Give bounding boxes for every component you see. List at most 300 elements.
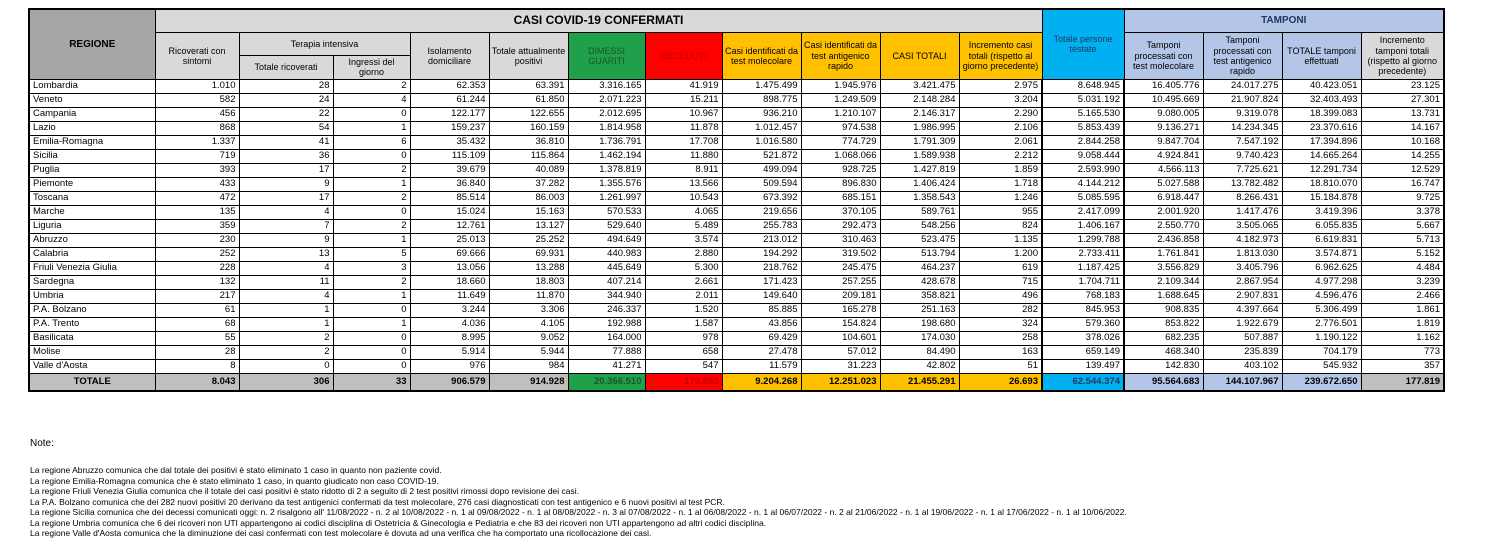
value-cell: 16.405.776 (1124, 79, 1203, 93)
value-cell: 976 (410, 359, 489, 373)
value-cell: 9.740.423 (1203, 149, 1282, 163)
value-cell: 35.432 (410, 135, 489, 149)
value-cell: 1.406.424 (880, 177, 959, 191)
value-cell: 17 (239, 163, 333, 177)
region-name-cell: Marche (29, 205, 155, 219)
value-cell: 0 (333, 149, 410, 163)
value-cell: 11.579 (722, 359, 801, 373)
value-cell: 2 (333, 191, 410, 205)
value-cell: 1.922.679 (1203, 317, 1282, 331)
value-cell: 5.300 (645, 261, 722, 275)
table-row (29, 331, 1444, 345)
column-group-terapia-intensiva: Terapia intensiva (239, 33, 410, 56)
value-cell: 433 (155, 177, 239, 191)
value-cell: 403.102 (1203, 359, 1282, 373)
value-cell: 61 (155, 303, 239, 317)
value-cell: 358.821 (880, 289, 959, 303)
value-cell: 69.429 (722, 331, 801, 345)
value-cell: 8.911 (645, 163, 722, 177)
value-cell: 3.505.065 (1203, 219, 1282, 233)
value-cell: 0 (333, 331, 410, 345)
value-cell: 77.888 (568, 345, 645, 359)
value-cell: 230 (155, 233, 239, 247)
value-cell: 344.940 (568, 289, 645, 303)
value-cell: 198.680 (880, 317, 959, 331)
value-cell: 4 (239, 205, 333, 219)
value-cell: 1.246 (959, 191, 1042, 205)
value-cell: 25.013 (410, 233, 489, 247)
value-cell: 908.835 (1124, 303, 1203, 317)
value-cell: 685.151 (801, 191, 880, 205)
value-cell: 3.574 (645, 233, 722, 247)
total-value-cell: 12.251.023 (801, 373, 880, 391)
value-cell: 1 (333, 233, 410, 247)
value-cell: 192.988 (568, 317, 645, 331)
table-footer (29, 373, 1444, 391)
notes-lines (30, 465, 1490, 539)
value-cell: 2 (333, 275, 410, 289)
value-cell: 15.024 (410, 205, 489, 219)
value-cell: 936.210 (722, 107, 801, 121)
value-cell: 3.239 (1361, 275, 1444, 289)
value-cell: 704.179 (1282, 345, 1361, 359)
value-cell: 6.918.447 (1124, 191, 1203, 205)
value-cell: 3.204 (959, 93, 1042, 107)
value-cell: 163 (959, 345, 1042, 359)
value-cell: 2.844.258 (1042, 135, 1124, 149)
value-cell: 1.704.711 (1042, 275, 1124, 289)
value-cell: 15.184.878 (1282, 191, 1361, 205)
value-cell: 9.136.271 (1124, 121, 1203, 135)
value-cell: 974.538 (801, 121, 880, 135)
value-cell: 14.167 (1361, 121, 1444, 135)
value-cell: 357 (1361, 359, 1444, 373)
value-cell: 507.887 (1203, 331, 1282, 345)
value-cell: 251.163 (880, 303, 959, 317)
value-cell: 928.725 (801, 163, 880, 177)
region-name-cell: Valle d'Aosta (29, 359, 155, 373)
value-cell: 24 (239, 93, 333, 107)
value-cell: 9.080.005 (1124, 107, 1203, 121)
value-cell: 2.436.858 (1124, 233, 1203, 247)
value-cell: 4.484 (1361, 261, 1444, 275)
value-cell: 472 (155, 191, 239, 205)
value-cell: 9.725 (1361, 191, 1444, 205)
value-cell: 40.423.051 (1282, 79, 1361, 93)
value-cell: 1.814.958 (568, 121, 645, 135)
region-name-cell: Sardegna (29, 275, 155, 289)
region-name-cell: Liguria (29, 219, 155, 233)
value-cell: 84.490 (880, 345, 959, 359)
column-header-deceduti: DECEDUTI (645, 33, 722, 80)
value-cell: 2.880 (645, 247, 722, 261)
column-header-ti-totale: Totale ricoverati (239, 56, 333, 80)
value-cell: 16.747 (1361, 177, 1444, 191)
value-cell: 21.907.824 (1203, 93, 1282, 107)
value-cell: 845.953 (1042, 303, 1124, 317)
column-header-incremento-casi: Incremento casi totali (rispetto al giorno precedente) (959, 33, 1042, 80)
value-cell: 255.783 (722, 219, 801, 233)
value-cell: 5.152 (1361, 247, 1444, 261)
value-cell: 69.666 (410, 247, 489, 261)
value-cell: 2.593.990 (1042, 163, 1124, 177)
value-cell: 17.394.896 (1282, 135, 1361, 149)
value-cell: 32.403.493 (1282, 93, 1361, 107)
value-cell: 521.872 (722, 149, 801, 163)
table-row (29, 261, 1444, 275)
value-cell: 1.986.995 (880, 121, 959, 135)
value-cell: 2.061 (959, 135, 1042, 149)
value-cell: 15.211 (645, 93, 722, 107)
value-cell: 61.850 (489, 93, 568, 107)
value-cell: 28 (239, 79, 333, 93)
value-cell: 31.223 (801, 359, 880, 373)
table-row (29, 247, 1444, 261)
value-cell: 194.292 (722, 247, 801, 261)
value-cell: 245.475 (801, 261, 880, 275)
region-name-cell: Calabria (29, 247, 155, 261)
value-cell: 1.859 (959, 163, 1042, 177)
value-cell: 2.907.831 (1203, 289, 1282, 303)
value-cell: 1.688.645 (1124, 289, 1203, 303)
total-value-cell: 21.455.291 (880, 373, 959, 391)
value-cell: 2.212 (959, 149, 1042, 163)
value-cell: 14.255 (1361, 149, 1444, 163)
note-line: La regione Emilia-Romagna comunica che è stato eliminato 1 caso, in quanto giudicato non caso COVID-19. (30, 475, 439, 486)
value-cell: 2.417.099 (1042, 205, 1124, 219)
value-cell: 69.931 (489, 247, 568, 261)
value-cell: 85.514 (410, 191, 489, 205)
total-value-cell: 306 (239, 373, 333, 391)
value-cell: 1.861 (1361, 303, 1444, 317)
total-value-cell: 239.672.650 (1282, 373, 1361, 391)
note-line: La regione Umbria comunica che 6 dei ricoveri non UTI appartengono ai codici disciplina di Ostetricia & Ginecologia e Pediatria e che 83 dei ricoveri non UTI appartengono ad altri codici disciplina. (30, 517, 767, 528)
table-row (29, 135, 1444, 149)
value-cell: 456 (155, 107, 239, 121)
table-row (29, 205, 1444, 219)
value-cell: 17 (239, 191, 333, 205)
value-cell: 2.466 (1361, 289, 1444, 303)
value-cell: 4 (333, 93, 410, 107)
value-cell: 2.661 (645, 275, 722, 289)
value-cell: 6.962.625 (1282, 261, 1361, 275)
total-value-cell: 95.564.683 (1124, 373, 1203, 391)
value-cell: 1.462.194 (568, 149, 645, 163)
table-row (29, 359, 1444, 373)
value-cell: 7.725.621 (1203, 163, 1282, 177)
table-row (29, 219, 1444, 233)
value-cell: 1.718 (959, 177, 1042, 191)
value-cell: 154.824 (801, 317, 880, 331)
value-cell: 6.055.835 (1282, 219, 1361, 233)
value-cell: 2 (239, 331, 333, 345)
value-cell: 1.200 (959, 247, 1042, 261)
total-value-cell: 173.853 (645, 373, 722, 391)
value-cell: 85.885 (722, 303, 801, 317)
value-cell: 164.000 (568, 331, 645, 345)
total-value-cell: 914.928 (489, 373, 568, 391)
region-name-cell: P.A. Trento (29, 317, 155, 331)
value-cell: 3.574.871 (1282, 247, 1361, 261)
value-cell: 165.278 (801, 303, 880, 317)
value-cell: 1.520 (645, 303, 722, 317)
value-cell: 5.085.595 (1042, 191, 1124, 205)
value-cell: 955 (959, 205, 1042, 219)
value-cell: 547 (645, 359, 722, 373)
value-cell: 2.975 (959, 79, 1042, 93)
value-cell: 9.058.444 (1042, 149, 1124, 163)
value-cell: 292.473 (801, 219, 880, 233)
value-cell: 4.065 (645, 205, 722, 219)
value-cell: 41.919 (645, 79, 722, 93)
region-name-cell: Lombardia (29, 79, 155, 93)
value-cell: 41 (239, 135, 333, 149)
value-cell: 43.856 (722, 317, 801, 331)
column-header-ti-ingressi: Ingressi del giorno (333, 56, 410, 80)
value-cell: 7.547.192 (1203, 135, 1282, 149)
value-cell: 548.256 (880, 219, 959, 233)
value-cell: 13.288 (489, 261, 568, 275)
value-cell: 659.149 (1042, 345, 1124, 359)
value-cell: 27.478 (722, 345, 801, 359)
note-line: La regione Friuli Venezia Giulia comunica che il totale dei casi positivi è stato ridotto di 2 a seguito di 2 test positivi rimossi dopo revisione dei casi. (30, 486, 580, 496)
value-cell: 2.071.223 (568, 93, 645, 107)
value-cell: 139.497 (1042, 359, 1124, 373)
value-cell: 12.529 (1361, 163, 1444, 177)
value-cell: 18.803 (489, 275, 568, 289)
notes-section (30, 438, 1490, 539)
value-cell: 258 (959, 331, 1042, 345)
value-cell: 4.182.973 (1203, 233, 1282, 247)
column-header-casi-totali: CASI TOTALI (880, 33, 959, 80)
value-cell: 36.840 (410, 177, 489, 191)
value-cell: 7 (239, 219, 333, 233)
value-cell: 5.713 (1361, 233, 1444, 247)
value-cell: 9.319.078 (1203, 107, 1282, 121)
table-body (29, 79, 1444, 373)
value-cell: 673.392 (722, 191, 801, 205)
value-cell: 1.417.476 (1203, 205, 1282, 219)
value-cell: 14.665.264 (1282, 149, 1361, 163)
value-cell: 5.667 (1361, 219, 1444, 233)
value-cell: 57.012 (801, 345, 880, 359)
value-cell: 135 (155, 205, 239, 219)
value-cell: 0 (333, 107, 410, 121)
column-header-tamponi-totale: TOTALE tamponi effettuati (1282, 33, 1361, 80)
value-cell: 5 (333, 247, 410, 261)
value-cell: 1.355.576 (568, 177, 645, 191)
value-cell: 824 (959, 219, 1042, 233)
value-cell: 768.183 (1042, 289, 1124, 303)
value-cell: 1.016.580 (722, 135, 801, 149)
column-header-isolamento: Isolamento domiciliare (410, 33, 489, 80)
value-cell: 11 (239, 275, 333, 289)
column-header-persone-testate: Totale persone testate (1042, 9, 1124, 79)
value-cell: 719 (155, 149, 239, 163)
value-cell: 853.822 (1124, 317, 1203, 331)
table-row (29, 275, 1444, 289)
value-cell: 252 (155, 247, 239, 261)
value-cell: 9.052 (489, 331, 568, 345)
value-cell: 9 (239, 233, 333, 247)
value-cell: 1.261.997 (568, 191, 645, 205)
value-cell: 132 (155, 275, 239, 289)
value-cell: 11.880 (645, 149, 722, 163)
value-cell: 4.596.476 (1282, 289, 1361, 303)
value-cell: 160.159 (489, 121, 568, 135)
value-cell: 1.406.167 (1042, 219, 1124, 233)
value-cell: 68 (155, 317, 239, 331)
value-cell: 0 (333, 205, 410, 219)
value-cell: 17.708 (645, 135, 722, 149)
value-cell: 10.495.669 (1124, 93, 1203, 107)
value-cell: 5.853.439 (1042, 121, 1124, 135)
value-cell: 682.235 (1124, 331, 1203, 345)
banner-tamponi: TAMPONI (1124, 9, 1444, 33)
value-cell: 5.944 (489, 345, 568, 359)
column-header-tamponi-molecolare: Tamponi processati con test molecolare (1124, 33, 1203, 80)
value-cell: 62.353 (410, 79, 489, 93)
value-cell: 23.370.616 (1282, 121, 1361, 135)
value-cell: 4.036 (410, 317, 489, 331)
covid-data-table (28, 8, 1445, 392)
value-cell: 4.977.298 (1282, 275, 1361, 289)
value-cell: 14.234.345 (1203, 121, 1282, 135)
value-cell: 8.648.945 (1042, 79, 1124, 93)
value-cell: 1.761.841 (1124, 247, 1203, 261)
value-cell: 440.983 (568, 247, 645, 261)
value-cell: 1.190.122 (1282, 331, 1361, 345)
value-cell: 619 (959, 261, 1042, 275)
value-cell: 3.405.796 (1203, 261, 1282, 275)
value-cell: 142.830 (1124, 359, 1203, 373)
value-cell: 5.027.588 (1124, 177, 1203, 191)
value-cell: 393 (155, 163, 239, 177)
region-name-cell: P.A. Bolzano (29, 303, 155, 317)
notes-heading: Note: (30, 438, 54, 449)
value-cell: 310.463 (801, 233, 880, 247)
value-cell: 2.109.344 (1124, 275, 1203, 289)
note-line: La regione Abruzzo comunica che dal totale dei positivi è stato eliminato 1 caso in quanto non paziente covid. (30, 465, 442, 475)
column-header-casi-molecolare: Casi identificati da test molecolare (722, 33, 801, 80)
value-cell: 13.782.482 (1203, 177, 1282, 191)
value-cell: 513.794 (880, 247, 959, 261)
region-name-cell: Lazio (29, 121, 155, 135)
value-cell: 12.291.734 (1282, 163, 1361, 177)
value-cell: 174.030 (880, 331, 959, 345)
total-value-cell: 144.107.967 (1203, 373, 1282, 391)
value-cell: 378.026 (1042, 331, 1124, 345)
value-cell: 219.656 (722, 205, 801, 219)
value-cell: 2.011 (645, 289, 722, 303)
value-cell: 25.252 (489, 233, 568, 247)
value-cell: 319.502 (801, 247, 880, 261)
value-cell: 898.775 (722, 93, 801, 107)
table-row (29, 177, 1444, 191)
table-row (29, 93, 1444, 107)
region-name-cell: Umbria (29, 289, 155, 303)
region-name-cell: Molise (29, 345, 155, 359)
value-cell: 2 (333, 79, 410, 93)
value-cell: 1 (333, 177, 410, 191)
value-cell: 4.105 (489, 317, 568, 331)
value-cell: 104.601 (801, 331, 880, 345)
value-cell: 1.819 (1361, 317, 1444, 331)
value-cell: 217 (155, 289, 239, 303)
value-cell: 13.566 (645, 177, 722, 191)
value-cell: 159.237 (410, 121, 489, 135)
value-cell: 37.282 (489, 177, 568, 191)
total-value-cell: 26.693 (959, 373, 1042, 391)
region-name-cell: Sicilia (29, 149, 155, 163)
column-header-tamponi-antigenico: Tamponi processati con test antigenico rapido (1203, 33, 1282, 80)
value-cell: 5.031.192 (1042, 93, 1124, 107)
value-cell: 3.556.829 (1124, 261, 1203, 275)
value-cell: 8.995 (410, 331, 489, 345)
note-line: La regione Sicilia comunica che dei decessi comunicati oggi: n. 2 risalgono all' 11/08/2022 - n. 2 al 10/08/2022 - n. 1 al 09/08/2022 - n. 1 al 08/08/2022 - n. 3 al 07/08/2022 - n. 1 al 06/08/2022 - n. 1 al 06/07/2022 - n. 2 al 21/06/2022 - n. 1 al 19/06/2022 - n. 1 al 17/06/2022 - n. 1 al 10/06/2022. (30, 507, 1127, 517)
region-name-cell: Emilia-Romagna (29, 135, 155, 149)
column-header-positivi: Totale attualmente positivi (489, 33, 568, 80)
total-value-cell: 62.544.374 (1042, 373, 1124, 391)
value-cell: 11.878 (645, 121, 722, 135)
table-row (29, 163, 1444, 177)
value-cell: 10.967 (645, 107, 722, 121)
value-cell: 359 (155, 219, 239, 233)
value-cell: 41.271 (568, 359, 645, 373)
table-row (29, 191, 1444, 205)
value-cell: 246.337 (568, 303, 645, 317)
value-cell: 570.533 (568, 205, 645, 219)
region-name-cell: Puglia (29, 163, 155, 177)
value-cell: 1.736.791 (568, 135, 645, 149)
value-cell: 445.649 (568, 261, 645, 275)
value-cell: 39.679 (410, 163, 489, 177)
value-cell: 18.810.070 (1282, 177, 1361, 191)
value-cell: 13.056 (410, 261, 489, 275)
value-cell: 51 (959, 359, 1042, 373)
value-cell: 13.127 (489, 219, 568, 233)
value-cell: 6 (333, 135, 410, 149)
value-cell: 582 (155, 93, 239, 107)
column-header-incremento-tamponi: Incremento tamponi totali (rispetto al giorno precedente) (1361, 33, 1444, 80)
value-cell: 2.733.411 (1042, 247, 1124, 261)
value-cell: 23.125 (1361, 79, 1444, 93)
value-cell: 773 (1361, 345, 1444, 359)
value-cell: 115.864 (489, 149, 568, 163)
value-cell: 9 (239, 177, 333, 191)
value-cell: 4.397.664 (1203, 303, 1282, 317)
value-cell: 464.237 (880, 261, 959, 275)
value-cell: 11.870 (489, 289, 568, 303)
table-row (29, 121, 1444, 135)
value-cell: 15.163 (489, 205, 568, 219)
value-cell: 1 (239, 317, 333, 331)
value-cell: 235.839 (1203, 345, 1282, 359)
region-name-cell: Friuli Venezia Giulia (29, 261, 155, 275)
value-cell: 1.187.425 (1042, 261, 1124, 275)
value-cell: 4 (239, 261, 333, 275)
value-cell: 3.421.475 (880, 79, 959, 93)
value-cell: 228 (155, 261, 239, 275)
value-cell: 122.655 (489, 107, 568, 121)
value-cell: 2 (333, 163, 410, 177)
value-cell: 3 (333, 261, 410, 275)
value-cell: 1.249.509 (801, 93, 880, 107)
value-cell: 978 (645, 331, 722, 345)
value-cell: 2.867.954 (1203, 275, 1282, 289)
total-row (29, 373, 1444, 391)
value-cell: 324 (959, 317, 1042, 331)
